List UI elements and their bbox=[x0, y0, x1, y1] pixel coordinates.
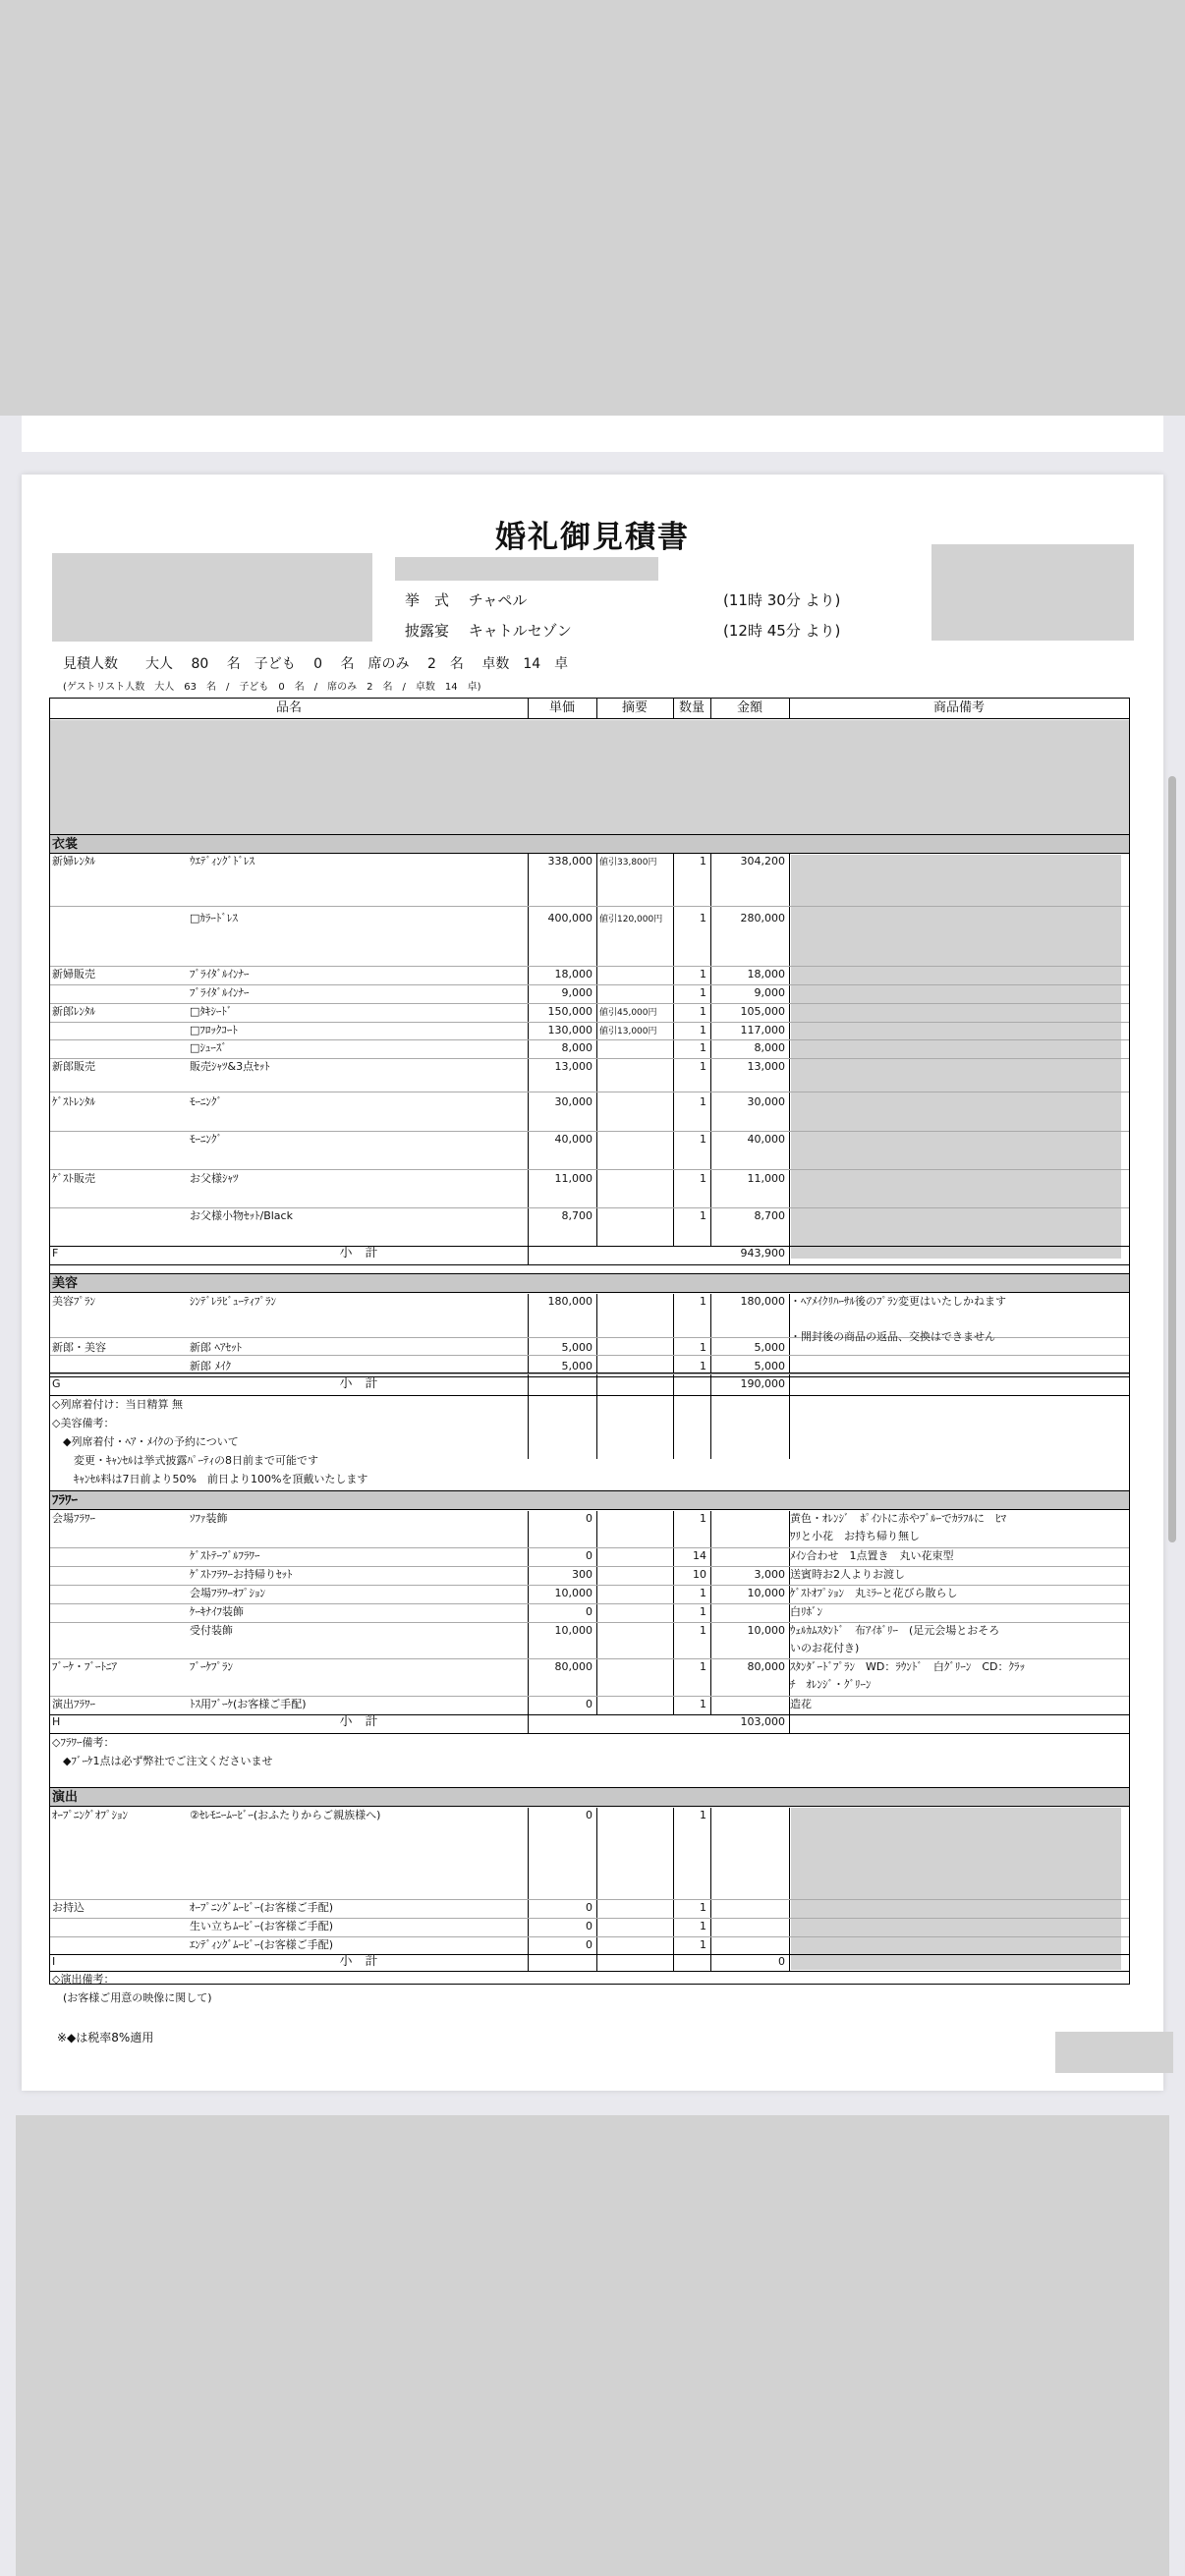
column-rule bbox=[596, 854, 597, 1246]
col-header-amount: 金額 bbox=[736, 700, 762, 715]
ceremony-time: (11時 30分 より) bbox=[723, 591, 841, 609]
column-rule bbox=[789, 1376, 790, 1395]
row-rule bbox=[50, 1264, 1129, 1265]
row-amount: 8,000 bbox=[754, 1041, 785, 1054]
row-unit-price: 8,000 bbox=[561, 1041, 592, 1054]
column-rule bbox=[528, 1246, 529, 1265]
row-quantity: 1 bbox=[700, 1698, 706, 1710]
reception-line bbox=[405, 620, 572, 641]
row-summary: 値引45,000円 bbox=[599, 1008, 657, 1018]
row-quantity: 1 bbox=[700, 1005, 706, 1018]
row-rule bbox=[50, 906, 1129, 907]
row-category: 新郎販売 bbox=[52, 1060, 95, 1073]
column-rule bbox=[596, 1511, 597, 1714]
row-item-name: ﾌﾞﾗｲﾀﾞﾙｲﾝﾅｰ bbox=[190, 968, 250, 980]
row-category: ｹﾞｽﾄ販売 bbox=[52, 1172, 95, 1185]
row-item-name: 新郎 ﾍｱｾｯﾄ bbox=[190, 1341, 242, 1354]
row-amount: 9,000 bbox=[754, 986, 785, 999]
beauty-note-line: ◆列席着付・ﾍｱ・ﾒｲｸの予約について bbox=[52, 1435, 239, 1448]
subtotal-code: F bbox=[52, 1247, 59, 1260]
row-amount: 5,000 bbox=[754, 1360, 785, 1372]
column-rule bbox=[789, 1714, 790, 1733]
row-item-name: お父様小物ｾｯﾄ/Black bbox=[190, 1209, 293, 1222]
subtotal-amount: 943,900 bbox=[740, 1247, 785, 1260]
row-note: ｳｪﾙｶﾑｽﾀﾝﾄﾞ 布ｱｲﾎﾞﾘｰ (足元会場とおそろ bbox=[790, 1624, 1000, 1637]
row-unit-price: 10,000 bbox=[554, 1587, 592, 1599]
row-quantity: 10 bbox=[693, 1568, 706, 1581]
row-item-name: 生い立ちﾑｰﾋﾞｰ(お客様ご手配) bbox=[190, 1920, 334, 1932]
row-amount: 3,000 bbox=[754, 1568, 785, 1581]
row-unit-price: 0 bbox=[586, 1901, 592, 1914]
row-quantity: 1 bbox=[700, 1512, 706, 1525]
row-item-name: □ﾌﾛｯｸｺｰﾄ bbox=[190, 1024, 238, 1036]
row-rule bbox=[50, 1918, 1129, 1919]
redacted-logo-block bbox=[931, 544, 1134, 641]
column-rule bbox=[789, 854, 790, 1246]
subtotal-code: G bbox=[52, 1377, 61, 1390]
row-quantity: 1 bbox=[700, 1624, 706, 1637]
column-rule bbox=[789, 1808, 790, 1972]
row-quantity: 1 bbox=[700, 1295, 706, 1308]
row-item-name: □ｼｭｰｽﾞ bbox=[190, 1041, 227, 1054]
row-rule bbox=[50, 1547, 1129, 1548]
column-rule bbox=[710, 1808, 711, 1972]
tax-note: ※◆は税率8%適用 bbox=[57, 2031, 154, 2044]
row-amount: 10,000 bbox=[747, 1624, 785, 1637]
row-unit-price: 400,000 bbox=[547, 912, 592, 924]
row-rule bbox=[50, 1936, 1129, 1937]
row-quantity: 1 bbox=[700, 1605, 706, 1618]
row-amount: 11,000 bbox=[747, 1172, 785, 1185]
document-title: 婚礼御見積書 bbox=[495, 520, 690, 555]
row-rule bbox=[50, 1003, 1129, 1004]
col-header-qty: 数量 bbox=[678, 700, 705, 715]
row-unit-price: 180,000 bbox=[547, 1295, 592, 1308]
row-unit-price: 0 bbox=[586, 1698, 592, 1710]
row-item-name: □ﾀｷｼｰﾄﾞ bbox=[190, 1005, 233, 1018]
row-note: ｹﾞｽﾄｵﾌﾟｼｮﾝ 丸ﾐﾗｰと花びら散らし bbox=[790, 1587, 958, 1599]
row-amount: 80,000 bbox=[747, 1660, 785, 1673]
row-rule bbox=[50, 1733, 1129, 1734]
column-rule bbox=[710, 699, 711, 718]
row-item-name: ｹｰｷﾅｲﾌ装飾 bbox=[190, 1605, 244, 1618]
row-rule bbox=[50, 1899, 1129, 1900]
row-item-name: ｿﾌｧ装飾 bbox=[190, 1512, 228, 1525]
row-unit-price: 40,000 bbox=[554, 1133, 592, 1146]
row-category: ｵｰﾌﾟﾆﾝｸﾞｵﾌﾟｼｮﾝ bbox=[52, 1809, 128, 1821]
row-note-line2: いのお花付き) bbox=[790, 1642, 860, 1654]
col-header-note: 商品備考 bbox=[932, 700, 985, 715]
beauty-note-line: ◇美容備考： bbox=[52, 1417, 115, 1429]
section-costume: 衣裳 bbox=[50, 834, 1129, 854]
row-note-line2: ﾜﾘと小花 お持ち帰り無し bbox=[790, 1530, 920, 1542]
row-category: お持込 bbox=[52, 1901, 85, 1914]
ceremony-name: チャペル bbox=[468, 591, 528, 609]
col-header-price: 単価 bbox=[548, 700, 575, 715]
ceremony-line bbox=[405, 589, 527, 610]
row-unit-price: 150,000 bbox=[547, 1005, 592, 1018]
row-item-name: ｹﾞｽﾄﾌﾗﾜｰお持帰りｾｯﾄ bbox=[190, 1568, 293, 1581]
row-note: 送賓時お2人よりお渡し bbox=[790, 1568, 905, 1581]
row-category: 演出ﾌﾗﾜｰ bbox=[52, 1698, 95, 1710]
row-category: ﾌﾞｰｹ・ﾌﾞｰﾄﾆｱ bbox=[52, 1660, 117, 1673]
row-category: 会場ﾌﾗﾜｰ bbox=[52, 1512, 95, 1525]
row-summary: 値引13,000円 bbox=[599, 1027, 657, 1036]
row-rule bbox=[50, 1696, 1129, 1697]
performance-note-line: (お客様ご用意の映像に関して) bbox=[52, 1991, 212, 2004]
row-unit-price: 9,000 bbox=[561, 986, 592, 999]
column-rule bbox=[528, 1714, 529, 1733]
subtotal-label: 小 計 bbox=[339, 1954, 378, 1969]
column-rule bbox=[673, 699, 674, 718]
beauty-note-line: 変更・ｷｬﾝｾﾙは挙式披露ﾊﾟｰﾃｨの8日前まで可能です bbox=[52, 1454, 318, 1467]
subtotal-code: H bbox=[52, 1715, 61, 1728]
subtotal-amount: 0 bbox=[778, 1955, 785, 1968]
subtotal-amount: 103,000 bbox=[740, 1715, 785, 1728]
row-item-name: ﾓｰﾆﾝｸﾞ bbox=[190, 1133, 222, 1146]
row-quantity: 1 bbox=[700, 1060, 706, 1073]
flower-note-line: ◇ﾌﾗﾜｰ備考： bbox=[52, 1736, 115, 1749]
row-note-line2: ﾁ ｵﾚﾝｼﾞ・ｸﾞﾘｰﾝ bbox=[790, 1678, 872, 1691]
row-note: ｽﾀﾝﾀﾞｰﾄﾞﾌﾟﾗﾝ WD：ﾗｳﾝﾄﾞ 白ｸﾞﾘｰﾝ CD：ｸﾗｯ bbox=[790, 1660, 1025, 1673]
row-note: 白ﾘﾎﾞﾝ bbox=[790, 1605, 822, 1618]
col-header-item: 品名 bbox=[275, 700, 302, 715]
row-quantity: 1 bbox=[700, 1133, 706, 1146]
row-amount: 30,000 bbox=[747, 1095, 785, 1108]
section-performance: 演出 bbox=[50, 1787, 1129, 1807]
row-amount: 5,000 bbox=[754, 1341, 785, 1354]
subtotal-label: 小 計 bbox=[339, 1376, 378, 1391]
guestlist-line: (ゲストリスト人数 大人 63 名 / 子ども 0 名 / 席のみ 2 名 / 卓数 14 卓) bbox=[63, 682, 481, 693]
row-amount: 304,200 bbox=[740, 855, 785, 868]
row-amount: 8,700 bbox=[754, 1209, 785, 1222]
beauty-note-line: ◇列席着付け：当日精算 無 bbox=[52, 1398, 183, 1411]
row-unit-price: 300 bbox=[572, 1568, 592, 1581]
row-quantity: 1 bbox=[700, 968, 706, 980]
row-amount: 40,000 bbox=[747, 1133, 785, 1146]
row-unit-price: 0 bbox=[586, 1920, 592, 1932]
row-item-name: ②ｾﾚﾓﾆｰﾑｰﾋﾞｰ(おふたりからご親族様へ) bbox=[190, 1809, 381, 1821]
subtotal-label: 小 計 bbox=[339, 1714, 378, 1729]
redacted-block-top bbox=[0, 0, 1185, 416]
row-category: ｹﾞｽﾄﾚﾝﾀﾙ bbox=[52, 1095, 95, 1108]
row-amount: 13,000 bbox=[747, 1060, 785, 1073]
row-item-name: ﾓｰﾆﾝｸﾞ bbox=[190, 1095, 222, 1108]
row-quantity: 1 bbox=[700, 1095, 706, 1108]
row-item-name: ｴﾝﾃﾞｨﾝｸﾞﾑｰﾋﾞｰ(お客様ご手配) bbox=[190, 1938, 334, 1951]
row-rule bbox=[50, 1622, 1129, 1623]
row-amount: 117,000 bbox=[740, 1024, 785, 1036]
row-quantity: 1 bbox=[700, 1024, 706, 1036]
estimate-table bbox=[49, 698, 1130, 2004]
row-rule bbox=[50, 1022, 1129, 1023]
row-quantity: 1 bbox=[700, 1587, 706, 1599]
header-rule bbox=[50, 718, 1129, 719]
scrollbar[interactable] bbox=[1168, 776, 1176, 1542]
row-note: 黄色・ｵﾚﾝｼﾞ ﾎﾟｲﾝﾄに赤やﾌﾞﾙｰでｶﾗﾌﾙに ﾋﾏ bbox=[790, 1512, 1006, 1525]
column-rule bbox=[528, 1954, 529, 1971]
row-amount: 18,000 bbox=[747, 968, 785, 980]
row-amount: 280,000 bbox=[740, 912, 785, 924]
row-amount: 180,000 bbox=[740, 1295, 785, 1308]
subtotal-amount: 190,000 bbox=[740, 1377, 785, 1390]
row-quantity: 1 bbox=[700, 1041, 706, 1054]
row-rule bbox=[50, 1658, 1129, 1659]
row-quantity: 1 bbox=[700, 986, 706, 999]
estimate-page bbox=[22, 475, 1163, 2091]
row-rule bbox=[50, 1131, 1129, 1132]
row-item-name: 受付装飾 bbox=[190, 1624, 233, 1637]
row-item-name: ｳｴﾃﾞｨﾝｸﾞﾄﾞﾚｽ bbox=[190, 855, 254, 868]
row-unit-price: 0 bbox=[586, 1605, 592, 1618]
subtotal-label: 小 計 bbox=[339, 1246, 378, 1260]
row-unit-price: 10,000 bbox=[554, 1624, 592, 1637]
row-unit-price: 338,000 bbox=[547, 855, 592, 868]
row-quantity: 1 bbox=[700, 1341, 706, 1354]
row-rule bbox=[50, 966, 1129, 967]
row-unit-price: 0 bbox=[586, 1549, 592, 1562]
row-rule bbox=[50, 984, 1129, 985]
row-rule bbox=[50, 1971, 1129, 1972]
row-item-name: ﾄｽ用ﾌﾞｰｹ(お客様ご手配) bbox=[190, 1698, 307, 1710]
row-note: 造花 bbox=[790, 1698, 812, 1710]
column-rule bbox=[710, 1511, 711, 1714]
row-quantity: 1 bbox=[700, 855, 706, 868]
row-rule bbox=[50, 1039, 1129, 1040]
row-category: 新郎・美容 bbox=[52, 1341, 106, 1354]
row-unit-price: 5,000 bbox=[561, 1341, 592, 1354]
row-item-name: ｹﾞｽﾄﾃｰﾌﾞﾙﾌﾗﾜｰ bbox=[190, 1549, 260, 1562]
row-rule bbox=[50, 1058, 1129, 1059]
row-quantity: 1 bbox=[700, 912, 706, 924]
column-rule bbox=[528, 1376, 529, 1395]
row-item-name: ｵｰﾌﾟﾆﾝｸﾞﾑｰﾋﾞｰ(お客様ご手配) bbox=[190, 1901, 334, 1914]
section-beauty: 美容 bbox=[50, 1273, 1129, 1293]
column-rule bbox=[596, 1808, 597, 1972]
row-unit-price: 0 bbox=[586, 1809, 592, 1821]
reception-label: 披露宴 bbox=[405, 622, 450, 640]
row-unit-price: 130,000 bbox=[547, 1024, 592, 1036]
row-unit-price: 5,000 bbox=[561, 1360, 592, 1372]
row-item-name: ｼﾝﾃﾞﾚﾗﾋﾞｭｰﾃｨﾌﾟﾗﾝ bbox=[190, 1295, 276, 1308]
row-note: ﾒｲﾝ合わせ 1点置き 丸い花束型 bbox=[790, 1549, 954, 1562]
column-rule bbox=[789, 1954, 790, 1971]
performance-note-line: ◇演出備考： bbox=[52, 1973, 115, 1986]
redacted-name-block bbox=[395, 557, 658, 581]
row-unit-price: 13,000 bbox=[554, 1060, 592, 1073]
row-unit-price: 0 bbox=[586, 1512, 592, 1525]
row-summary: 値引120,000円 bbox=[599, 915, 663, 924]
row-unit-price: 80,000 bbox=[554, 1660, 592, 1673]
column-rule bbox=[789, 1246, 790, 1265]
column-rule bbox=[789, 699, 790, 718]
row-quantity: 1 bbox=[700, 1938, 706, 1951]
row-quantity: 1 bbox=[700, 1809, 706, 1821]
row-unit-price: 8,700 bbox=[561, 1209, 592, 1222]
row-item-name: 新郎 ﾒｲｸ bbox=[190, 1360, 231, 1372]
row-quantity: 1 bbox=[700, 1660, 706, 1673]
row-amount: 10,000 bbox=[747, 1587, 785, 1599]
guest-count-line: 見積人数 大人 80 名 子ども 0 名 席のみ 2 名 卓数 14 卓 bbox=[63, 656, 569, 672]
section-flower: ﾌﾗﾜｰ bbox=[50, 1490, 1129, 1510]
column-rule bbox=[596, 699, 597, 718]
row-item-name: ﾌﾞｰｹﾌﾟﾗﾝ bbox=[190, 1660, 233, 1673]
redacted-plan-rows bbox=[50, 720, 1129, 835]
row-item-name: 販売ｼｬﾂ&3点ｾｯﾄ bbox=[190, 1060, 270, 1073]
row-quantity: 1 bbox=[700, 1360, 706, 1372]
redacted-customer-block bbox=[52, 553, 372, 642]
row-item-name: 会場ﾌﾗﾜｰｵﾌﾟｼｮﾝ bbox=[190, 1587, 265, 1599]
ceremony-label: 挙 式 bbox=[405, 591, 450, 609]
subtotal-code: I bbox=[52, 1955, 56, 1968]
row-summary: 値引33,800円 bbox=[599, 858, 657, 868]
row-quantity: 1 bbox=[700, 1901, 706, 1914]
row-category: 新郎ﾚﾝﾀﾙ bbox=[52, 1005, 95, 1018]
row-quantity: 1 bbox=[700, 1209, 706, 1222]
row-quantity: 1 bbox=[700, 1172, 706, 1185]
row-rule bbox=[50, 1169, 1129, 1170]
row-item-name: お父様ｼｬﾂ bbox=[190, 1172, 239, 1185]
row-unit-price: 11,000 bbox=[554, 1172, 592, 1185]
row-quantity: 1 bbox=[700, 1920, 706, 1932]
row-category: 美容ﾌﾟﾗﾝ bbox=[52, 1295, 95, 1308]
redacted-costume-notes bbox=[791, 855, 1121, 1259]
row-note-line2: ・開封後の商品の返品、交換はできません bbox=[790, 1330, 995, 1343]
row-rule bbox=[50, 1373, 1129, 1374]
row-item-name: □ｶﾗｰﾄﾞﾚｽ bbox=[190, 912, 238, 924]
reception-name: キャトルセゾン bbox=[468, 622, 572, 640]
row-rule bbox=[50, 1355, 1129, 1356]
beauty-note-line: ｷｬﾝｾﾙ料は7日前より50% 前日より100%を頂戴いたします bbox=[52, 1473, 368, 1485]
row-rule bbox=[50, 1566, 1129, 1567]
redacted-block-bottom bbox=[16, 2115, 1169, 2576]
row-rule bbox=[50, 1207, 1129, 1208]
column-rule bbox=[528, 699, 529, 718]
row-category: 新婦販売 bbox=[52, 968, 95, 980]
row-rule bbox=[50, 1395, 1129, 1396]
reception-time: (12時 45分 より) bbox=[723, 622, 841, 640]
row-unit-price: 30,000 bbox=[554, 1095, 592, 1108]
row-item-name: ﾌﾞﾗｲﾀﾞﾙｲﾝﾅｰ bbox=[190, 986, 250, 999]
row-category: 新婦ﾚﾝﾀﾙ bbox=[52, 855, 95, 868]
row-note: ・ﾍｱﾒｲｸﾘﾊｰｻﾙ後のﾌﾟﾗﾝ変更はいたしかねます bbox=[790, 1295, 1006, 1308]
row-rule bbox=[50, 1603, 1129, 1604]
redacted-performance-notes bbox=[791, 1808, 1121, 1970]
row-unit-price: 0 bbox=[586, 1938, 592, 1951]
redacted-footer-block bbox=[1055, 2032, 1173, 2073]
row-unit-price: 18,000 bbox=[554, 968, 592, 980]
row-quantity: 14 bbox=[693, 1549, 706, 1562]
row-rule bbox=[50, 1585, 1129, 1586]
flower-note-line: ◆ﾌﾞｰｹ1点は必ず弊社でご注文くださいませ bbox=[52, 1755, 273, 1767]
row-amount: 105,000 bbox=[740, 1005, 785, 1018]
col-header-summary: 摘要 bbox=[621, 700, 648, 715]
